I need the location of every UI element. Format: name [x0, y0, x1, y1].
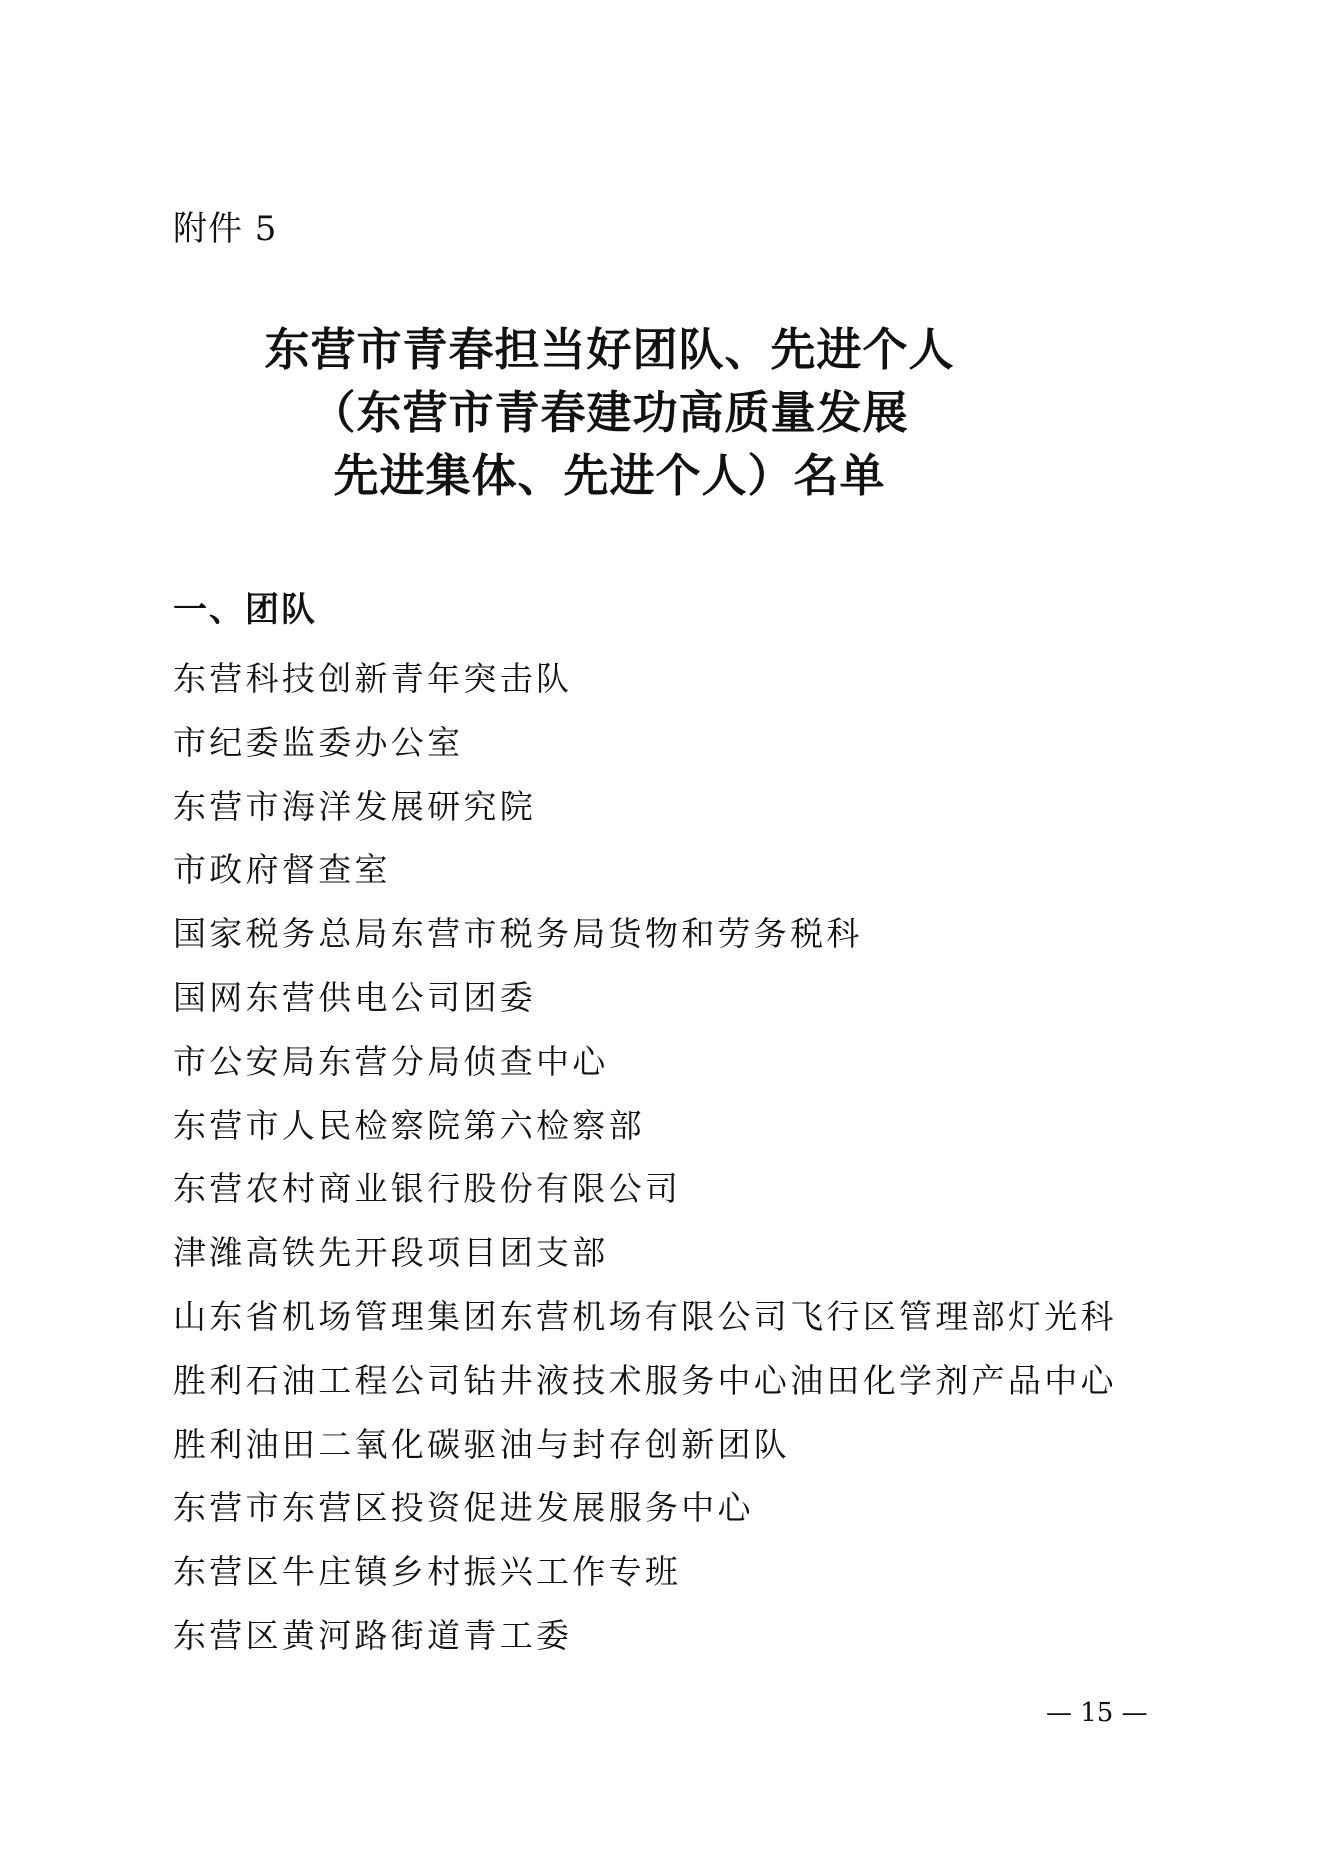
list-item: 东营区牛庄镇乡村振兴工作专班 — [173, 1552, 682, 1592]
list-item: 东营市人民检察院第六检察部 — [173, 1105, 645, 1145]
list-item: 东营区黄河路街道青工委 — [173, 1615, 573, 1655]
title-line: 先进集体、先进个人）名单 — [333, 449, 886, 502]
title-line: 东营市青春担当好团队、先进个人 — [264, 323, 955, 376]
attachment-label: 附件 5 — [173, 209, 278, 249]
document-title — [0, 318, 1219, 507]
list-item: 东营农村商业银行股份有限公司 — [173, 1169, 682, 1209]
list-item: 国家税务总局东营市税务局货物和劳务税科 — [173, 914, 863, 954]
list-item: 东营科技创新青年突击队 — [173, 659, 573, 698]
list-item: 市纪委监委办公室 — [173, 722, 464, 762]
list-item: 山东省机场管理集团东营机场有限公司飞行区管理部灯光科 — [173, 1296, 1117, 1336]
list-item: 胜利石油工程公司钻井液技术服务中心油田化学剂产品中心 — [173, 1360, 1117, 1400]
list-item: 市公安局东营分局侦查中心 — [173, 1041, 609, 1081]
list-item: 津潍高铁先开段项目团支部 — [173, 1233, 609, 1273]
list-item: 东营市东营区投资促进发展服务中心 — [173, 1488, 754, 1528]
page-number: — 15 — — [1046, 1698, 1148, 1728]
list-item: 胜利油田二氧化碳驱油与封存创新团队 — [173, 1424, 791, 1464]
section-heading: 一、团队 — [173, 590, 317, 630]
list-item: 国网东营供电公司团委 — [173, 977, 536, 1017]
title-line: （东营市青春建功高质量发展 — [310, 386, 909, 439]
list-item: 市政府督查室 — [173, 850, 391, 890]
team-list — [173, 647, 1117, 1668]
list-item: 东营市海洋发展研究院 — [173, 786, 536, 826]
